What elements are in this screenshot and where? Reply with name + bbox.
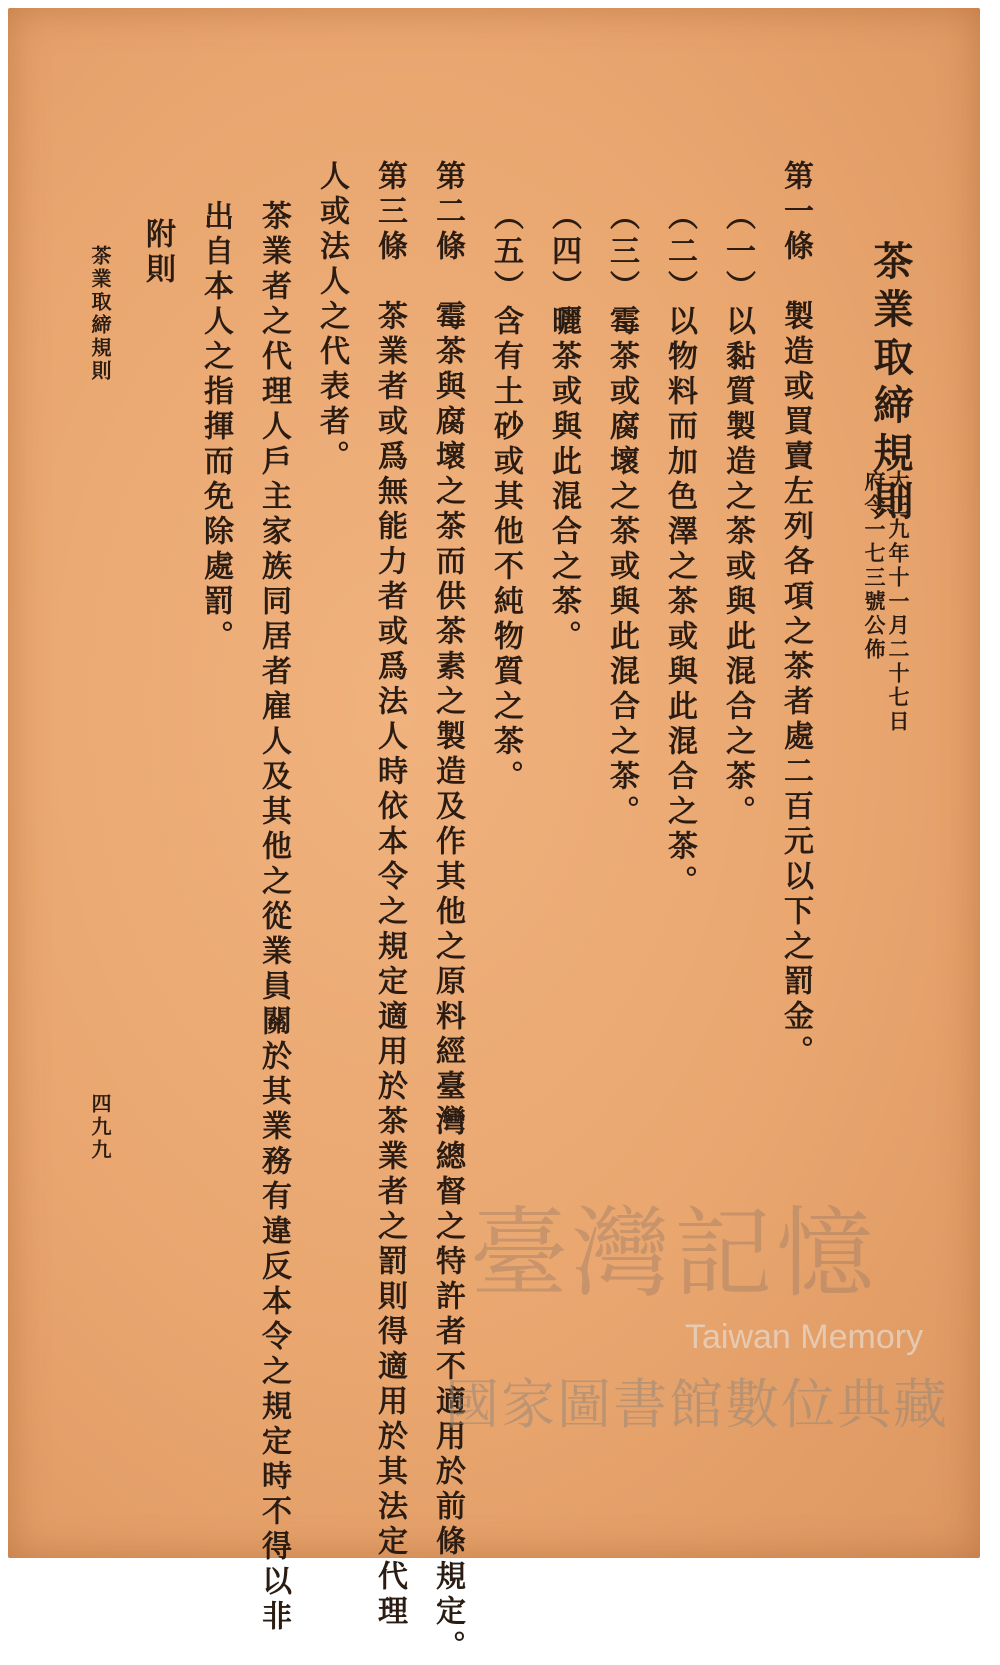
item-5: （五）含有土砂或其他不純物質之茶。 — [488, 200, 523, 795]
article-3: 第三條 茶業者或爲無能力者或爲法人時依本令之規定適用於茶業者之罰則得適用於其法定代理 — [372, 160, 407, 1630]
item-3: （三）霉茶或腐壞之茶或與此混合之茶。 — [604, 200, 639, 830]
article-1: 第一條 製造或買賣左列各項之茶者處二百元以下之罰金。 — [778, 160, 813, 1070]
watermark-english: Taiwan Memory — [685, 1318, 924, 1356]
watermark-calligraphy: 臺灣記憶 — [470, 1197, 879, 1311]
document-title: 茶業取締規則 — [867, 240, 914, 528]
issue-date: 大正九年十一月二十七日 — [886, 470, 911, 734]
proviso: 茶業者之代理人戶主家族同居者雇人及其他之從業員關於其業務有違反本令之規定時不得以非 — [256, 200, 291, 1635]
article-2: 第二條 霉茶與腐壞之茶而供茶素之製造及作其他之原料經臺灣總督之特許者不適用於前條規定。 — [430, 160, 465, 1665]
watermark-organization: 國家圖書館數位典藏 — [445, 1373, 949, 1436]
item-1: （一）以黏質製造之茶或與此混合之茶。 — [720, 200, 755, 830]
item-4: （四）曬茶或與此混合之茶。 — [546, 200, 581, 655]
proviso-continued: 出自本人之指揮而免除處罰。 — [198, 200, 233, 655]
page-number: 四九九 — [88, 1093, 112, 1162]
article-3-continued: 人或法人之代表者。 — [314, 160, 349, 475]
running-title: 茶業取締規則 — [88, 245, 112, 383]
issue-decree: 府令一七三號公佈 — [862, 470, 887, 662]
item-2: （二）以物料而加色澤之茶或與此混合之茶。 — [662, 200, 697, 900]
supplementary-heading: 附則 — [140, 218, 175, 288]
